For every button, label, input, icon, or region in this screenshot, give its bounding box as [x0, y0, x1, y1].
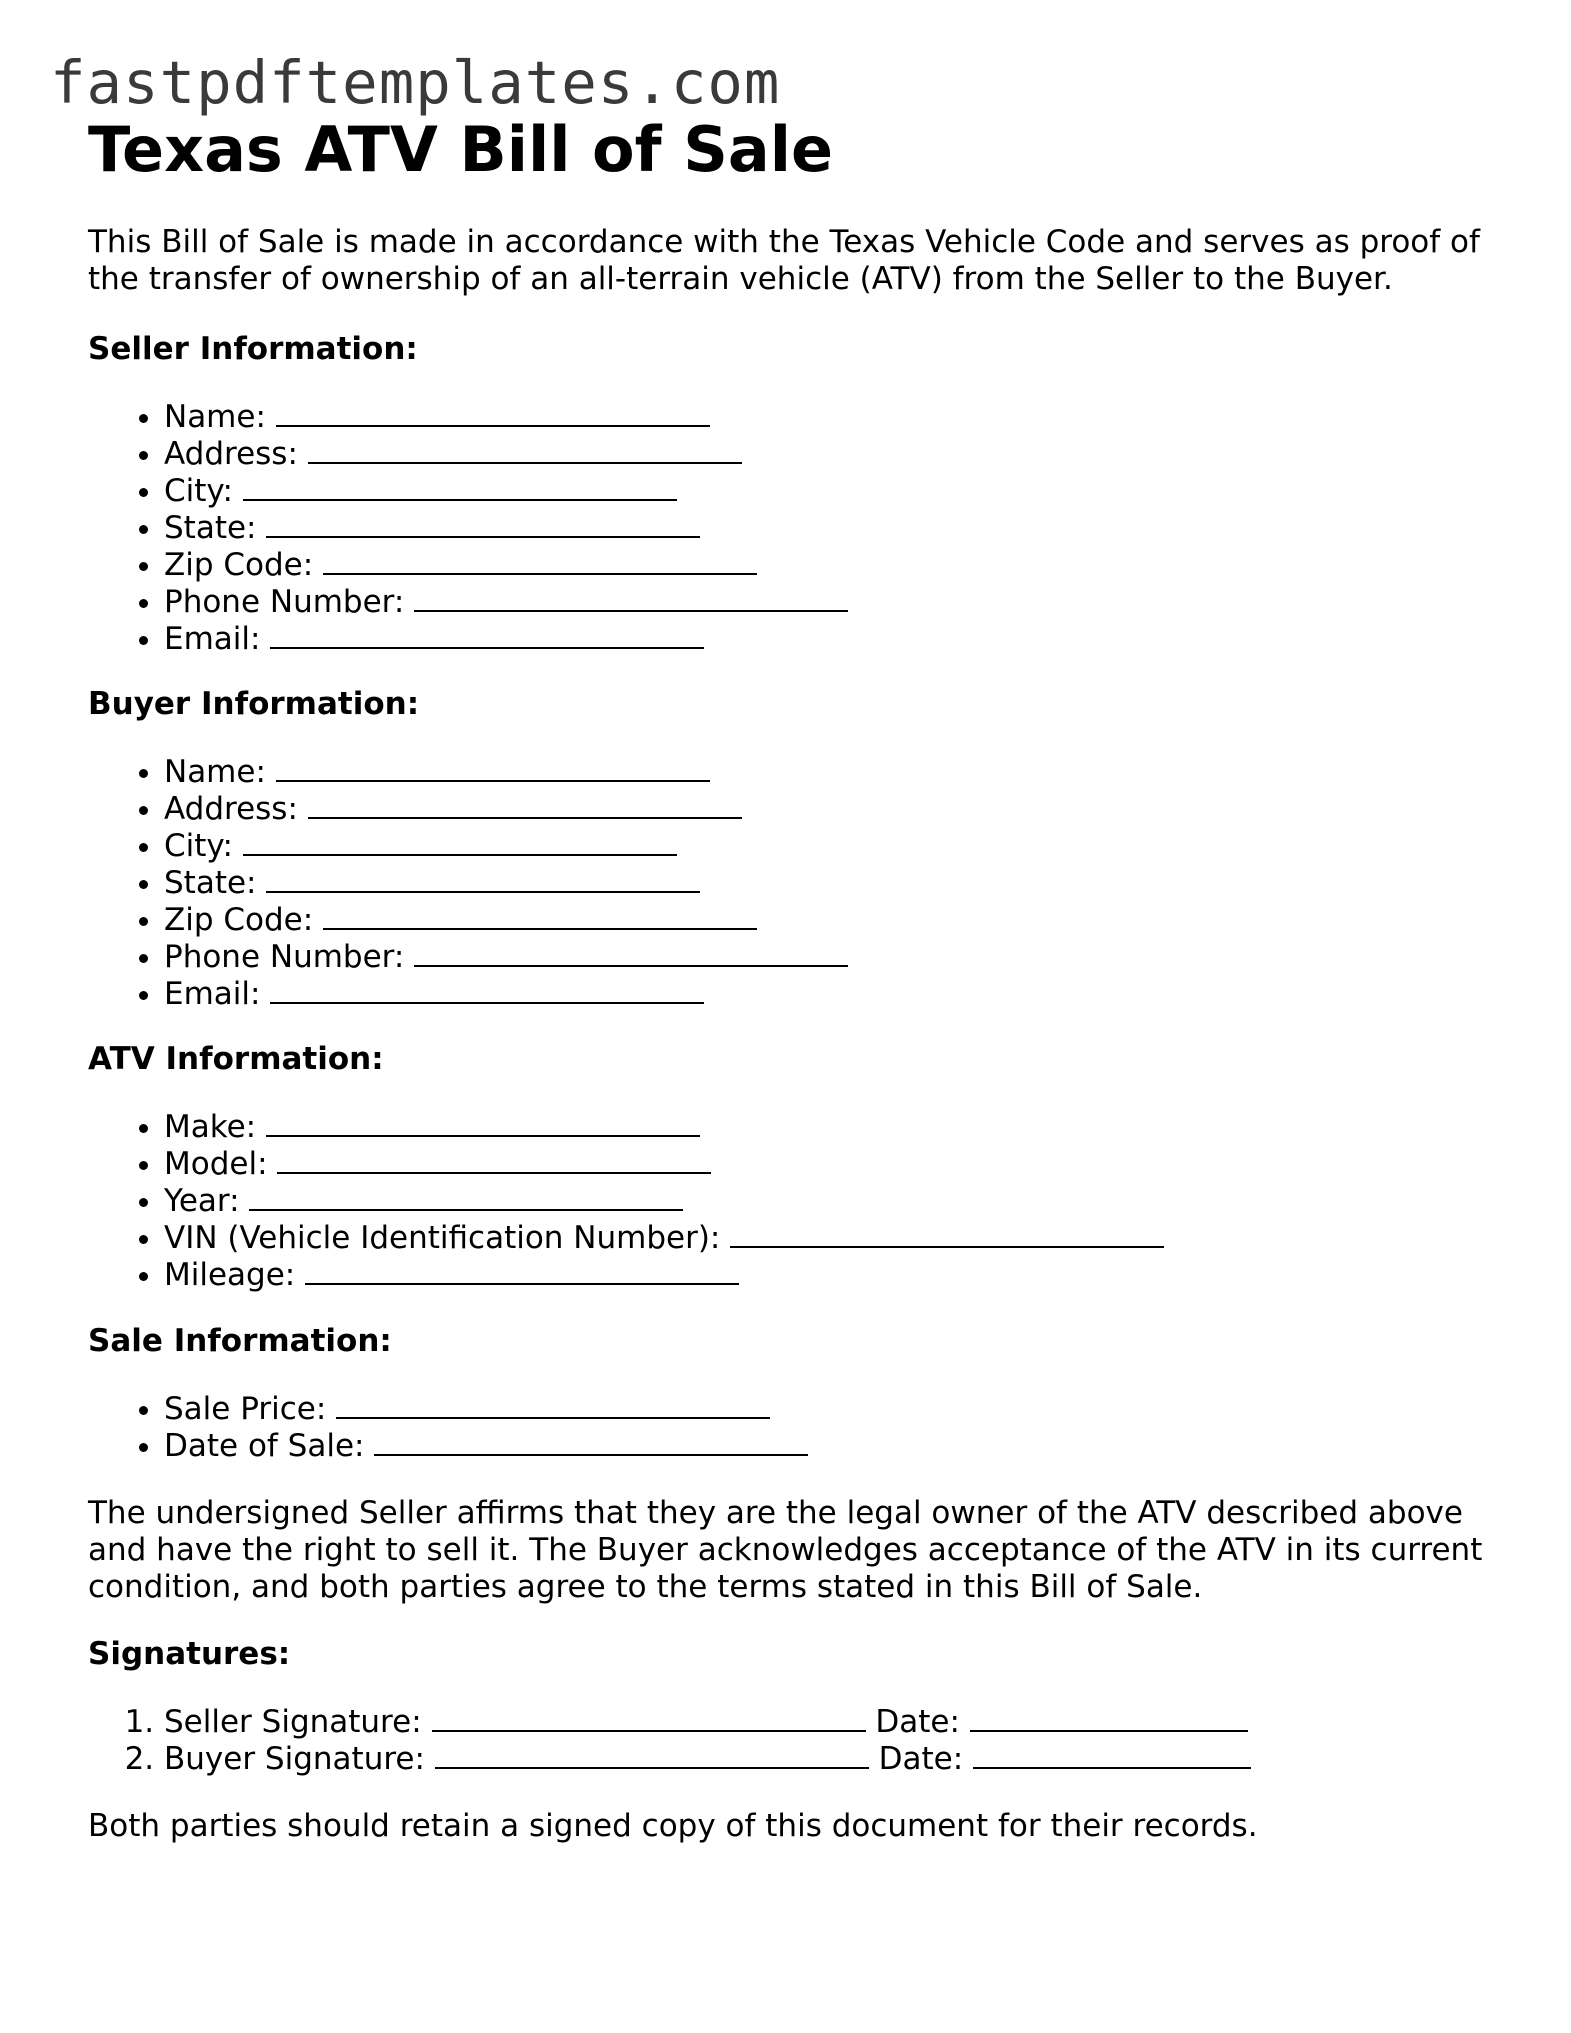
buyer-field-address [164, 791, 1504, 828]
date-blank[interactable] [374, 1428, 808, 1456]
email-blank[interactable] [270, 621, 704, 649]
seller-field-city [164, 473, 1504, 510]
atv-field-mileage [164, 1257, 1504, 1294]
buyer-field-city [164, 828, 1504, 865]
buyer-heading: Buyer Information: [88, 686, 420, 722]
closing-paragraph: Both parties should retain a signed copy of this document for their records. [88, 1808, 1258, 1844]
atv-heading: ATV Information: [88, 1041, 384, 1077]
buyer-field-name [164, 754, 1504, 791]
name-blank[interactable] [276, 399, 710, 427]
signature-list [88, 1704, 1504, 1778]
field-label: City: [164, 473, 233, 509]
field-label: Address: [164, 791, 298, 827]
field-label: State: [164, 865, 257, 901]
sale-field-price [164, 1391, 1504, 1428]
seller-field-address [164, 436, 1504, 473]
phone-blank[interactable] [414, 939, 848, 967]
field-label: City: [164, 828, 233, 864]
field-label: Model: [164, 1146, 268, 1182]
address-blank[interactable] [308, 791, 742, 819]
seller-date-blank[interactable] [970, 1704, 1248, 1732]
buyer-signature-blank[interactable] [435, 1741, 869, 1769]
seller-heading: Seller Information: [88, 331, 418, 367]
atv-field-make [164, 1109, 1504, 1146]
field-label: Email: [164, 976, 261, 1012]
intro-paragraph: This Bill of Sale is made in accordance with the Texas Vehicle Code and serves as proof of the transfer of ownership of an all-terrain vehicle (ATV) from the Seller to the Buyer. [88, 224, 1480, 297]
buyer-field-phone [164, 939, 1504, 976]
city-blank[interactable] [243, 828, 677, 856]
buyer-fields [88, 754, 1504, 1013]
atv-field-vin [164, 1220, 1504, 1257]
seller-field-phone [164, 584, 1504, 621]
field-label: Buyer Signature: [164, 1741, 425, 1777]
email-blank[interactable] [270, 976, 704, 1004]
zip-blank[interactable] [323, 902, 757, 930]
field-label: Seller Signature: [164, 1704, 422, 1740]
date-label: Date: [878, 1741, 964, 1777]
field-label: Year: [164, 1183, 240, 1219]
mileage-blank[interactable] [305, 1257, 739, 1285]
document-page [88, 110, 1508, 1844]
seller-signature-blank[interactable] [432, 1704, 866, 1732]
page-title: Texas ATV Bill of Sale [88, 113, 833, 186]
buyer-signature-line [164, 1741, 1504, 1778]
field-label: State: [164, 510, 257, 546]
sale-field-date [164, 1428, 1504, 1465]
seller-field-name [164, 399, 1504, 436]
make-blank[interactable] [266, 1109, 700, 1137]
affirmation-paragraph: The undersigned Seller affirms that they are the legal owner of the ATV described above and have the right to sell it. The Buyer acknowledges acceptance of the ATV in its current condition, and both parties agree to the terms stated in this Bill of Sale. [88, 1495, 1483, 1605]
seller-field-email [164, 621, 1504, 658]
buyer-date-blank[interactable] [973, 1741, 1251, 1769]
zip-blank[interactable] [323, 547, 757, 575]
seller-field-zip [164, 547, 1504, 584]
vin-blank[interactable] [730, 1220, 1164, 1248]
field-label: Sale Price: [164, 1391, 327, 1427]
city-blank[interactable] [243, 473, 677, 501]
field-label: Make: [164, 1109, 257, 1145]
state-blank[interactable] [266, 865, 700, 893]
buyer-field-zip [164, 902, 1504, 939]
field-label: Phone Number: [164, 584, 405, 620]
watermark: fastpdftemplates.com [50, 48, 781, 117]
field-label: Email: [164, 621, 261, 657]
field-label: Date of Sale: [164, 1428, 365, 1464]
seller-signature-line [164, 1704, 1504, 1741]
buyer-field-state [164, 865, 1504, 902]
buyer-field-email [164, 976, 1504, 1013]
field-label: Zip Code: [164, 902, 314, 938]
phone-blank[interactable] [414, 584, 848, 612]
price-blank[interactable] [336, 1391, 770, 1419]
seller-fields [88, 399, 1504, 658]
field-label: Address: [164, 436, 298, 472]
model-blank[interactable] [277, 1146, 711, 1174]
date-label: Date: [875, 1704, 960, 1740]
signatures-heading: Signatures: [88, 1636, 291, 1672]
sale-fields [88, 1391, 1504, 1465]
field-label: Zip Code: [164, 547, 314, 583]
field-label: Mileage: [164, 1257, 296, 1293]
atv-field-year [164, 1183, 1504, 1220]
atv-fields [88, 1109, 1504, 1294]
field-label: VIN (Vehicle Identification Number): [164, 1220, 721, 1256]
atv-field-model [164, 1146, 1504, 1183]
field-label: Name: [164, 399, 266, 435]
state-blank[interactable] [266, 510, 700, 538]
seller-field-state [164, 510, 1504, 547]
address-blank[interactable] [308, 436, 742, 464]
name-blank[interactable] [276, 754, 710, 782]
sale-heading: Sale Information: [88, 1323, 392, 1359]
field-label: Name: [164, 754, 266, 790]
field-label: Phone Number: [164, 939, 405, 975]
year-blank[interactable] [249, 1183, 683, 1211]
